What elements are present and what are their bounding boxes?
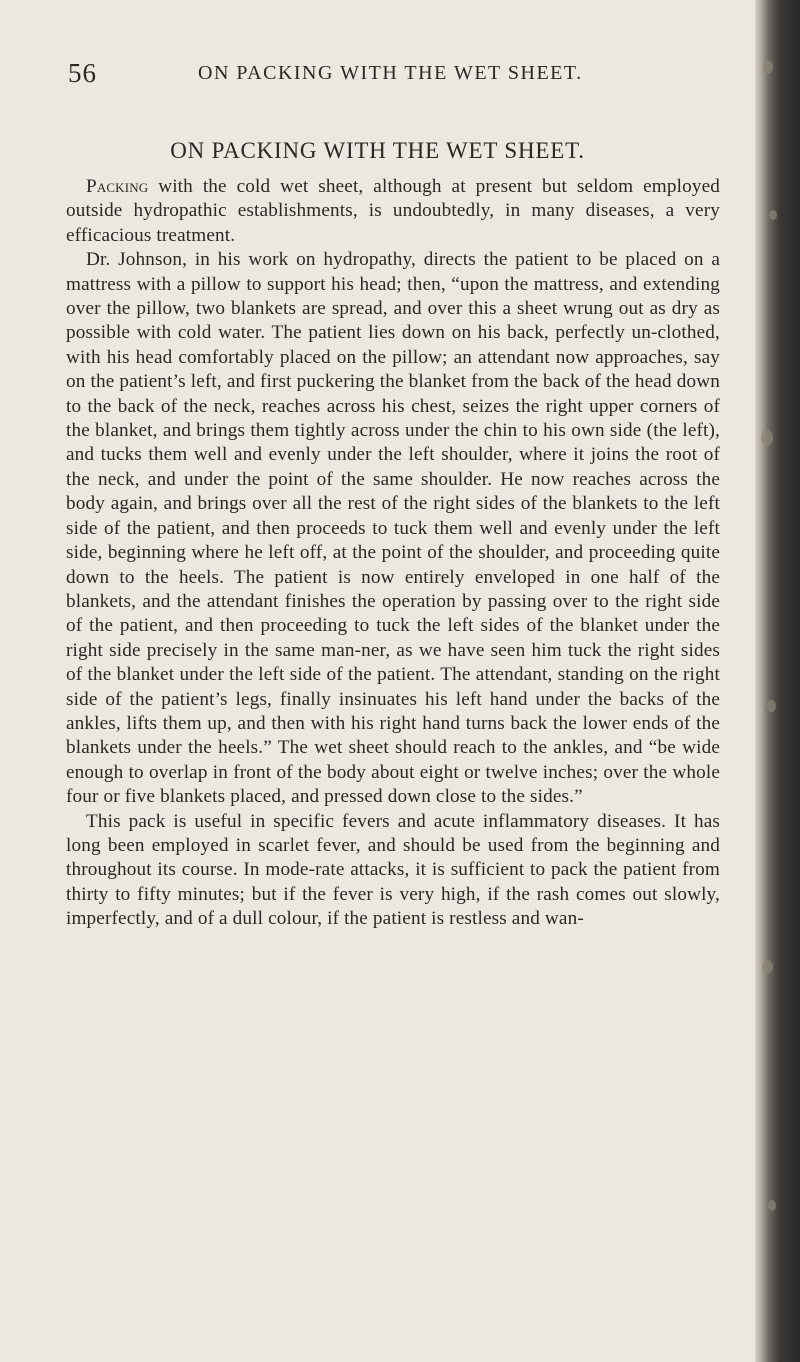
running-head	[0, 58, 755, 88]
page-number: 56	[68, 58, 97, 88]
paragraph-1	[66, 175, 720, 248]
binding-edge	[755, 0, 800, 1362]
paragraph-1-text: with the cold wet sheet, although at present but seldom employed outside hydropathic establishments, is undoubtedly, in many diseases, a very efficacious treatment.	[66, 176, 720, 246]
running-title: ON PACKING WITH THE WET SHEET.	[198, 62, 583, 84]
paragraph-2: Dr. Johnson, in his work on hydropathy, directs the patient to be placed on a mattress with a pillow to support his head; then, “upon the mattress, and extending over the pillow, two blankets are spread, and over this a sheet wrung out as dry as possible with cold water. The patient lies down on his back, perfectly un-clothed, with his head comfortably placed on the pillow; an attendant now approaches, say on the patient’s left, and first puckering the blanket from the back of the head down to the back of the neck, reaches across his chest, seizes the right upper corners of the blanket, and brings them tightly across under the chin to his own side (the left), and tucks them well and evenly under the left shoulder, where it joins the root of the neck, and under the point of the same shoulder. He now reaches across the body again, and brings over all the rest of the right sides of the blankets to the left side of the patient, and then proceeds to tuck them well and evenly under the left side, beginning where he left off, at the point of the shoulder, and proceeding quite down to the heels. The patient is now entirely enveloped in one half of the blankets, and the attendant finishes the operation by passing over to the right side of the patient, and then proceeding to tuck the left sides of the blanket under the right side precisely in the same man-ner, as we have seen him tuck the right sides of the blanket under the left side of the patient. The attendant, standing on the right side of the patient’s legs, finally insinuates his left hand under the backs of the ankles, lifts them up, and then with his right hand turns back the lower ends of the blankets under the heels.” The wet sheet should reach to the ankles, and “be wide enough to overlap in front of the body about eight or twelve inches; over the whole four or five blankets placed, and pressed down close to the sides.”	[66, 249, 720, 808]
paragraph-3: This pack is useful in specific fevers and acute inflammatory diseases. It has long been employed in scarlet fever, and should be used from the beginning and throughout its course. In mode-rate attacks, it is sufficient to pack the patient from thirty to fifty minutes; but if the fever is very high, if the rash comes out slowly, imperfectly, and of a dull colour, if the patient is restless and wan-	[66, 810, 720, 930]
body-text	[66, 175, 720, 932]
paragraph-1-lead: Packing	[86, 176, 149, 197]
chapter-title: ON PACKING WITH THE WET SHEET.	[170, 138, 585, 163]
